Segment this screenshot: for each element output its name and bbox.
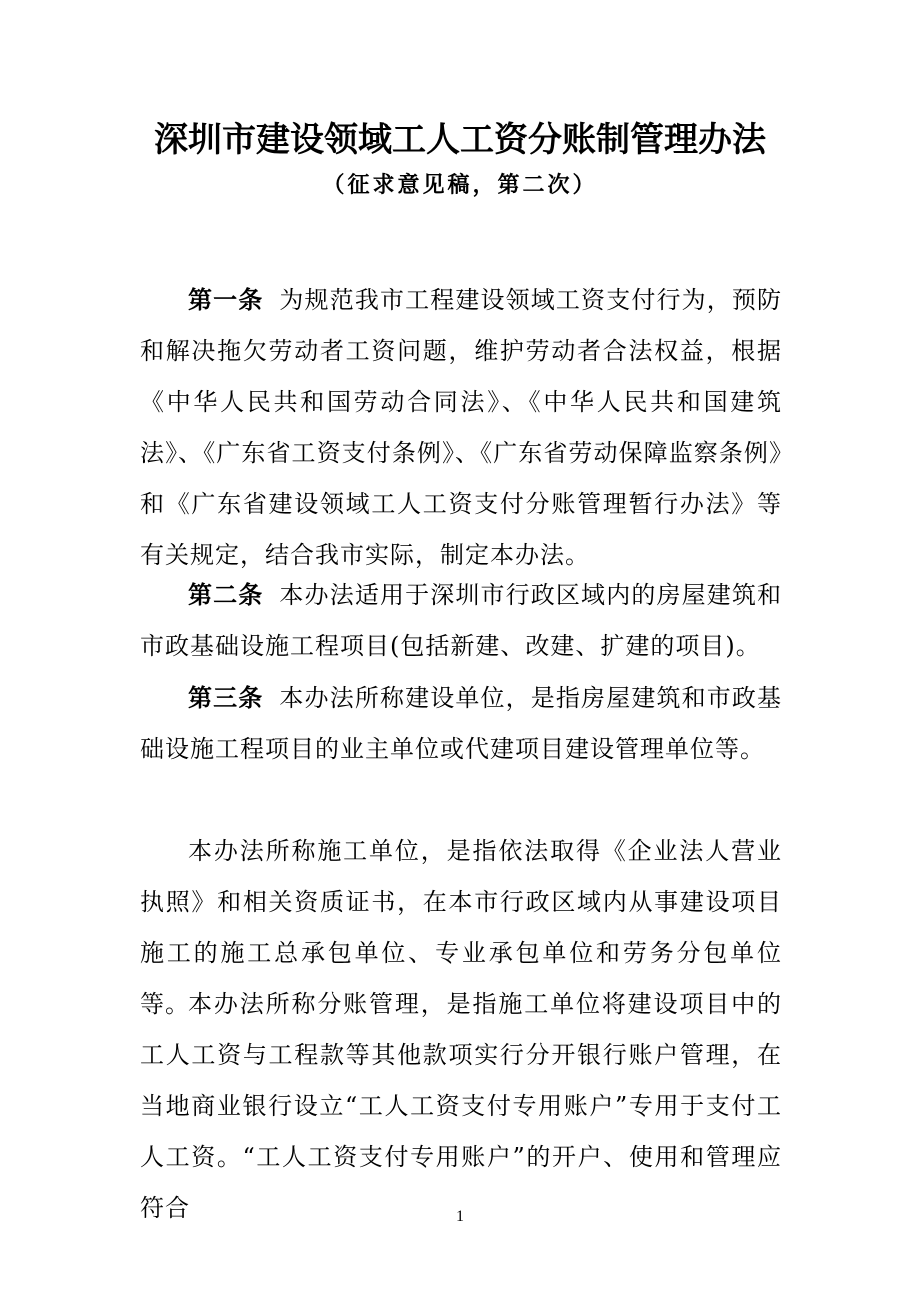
page-number: 1	[456, 1208, 464, 1225]
article-3-text: 本办法所称建设单位，是指房屋建筑和市政基础设施工程项目的业主单位或代建项目建设管理单位等。	[140, 684, 783, 763]
article-3-number: 第三条	[188, 684, 264, 712]
paragraph-construction-unit: 本办法所称施工单位，是指依法取得《企业法人营业执照》和相关资质证书，在本市行政区域内从事建设项目施工的施工总承包单位、专业承包单位和劳务分包单位等。	[140, 837, 782, 1018]
document-subtitle: （征求意见稿，第二次）	[322, 173, 598, 198]
document-title: 深圳市建设领域工人工资分账制管理办法	[154, 120, 766, 160]
article-1-text: 为规范我市工程建设领域工资支付行为，预防和解决拖欠劳动者工资问题，维护劳动者合法权益，根据《中华人民共和国劳动合同法》、《中华人民共和国建筑法》、《广东省工资支付条例》、《广东省劳动保障监察条例》和《广东省建设领域工人工资支付分账管理暂行办法》等有关规定，结合我市实际，制定本办法。	[140, 286, 783, 569]
article-2	[140, 570, 782, 672]
article-3	[140, 673, 782, 775]
article-2-number: 第二条	[188, 581, 264, 609]
article-1-number: 第一条	[188, 286, 264, 314]
paragraph-split-account: 本办法所称分账管理，是指施工单位将建设项目中的工人工资与工程款等其他款项实行分开银行账户管理，在当地商业银行设立“工人工资支付专用账户”专用于支付工人工资。“工人工资支付专用账户”的开户、使用和管理应符合	[140, 990, 782, 1222]
article-2-text: 本办法适用于深圳市行政区域内的房屋建筑和市政基础设施工程项目(包括新建、改建、扩建的项目)。	[140, 581, 783, 660]
article-1	[140, 275, 782, 581]
